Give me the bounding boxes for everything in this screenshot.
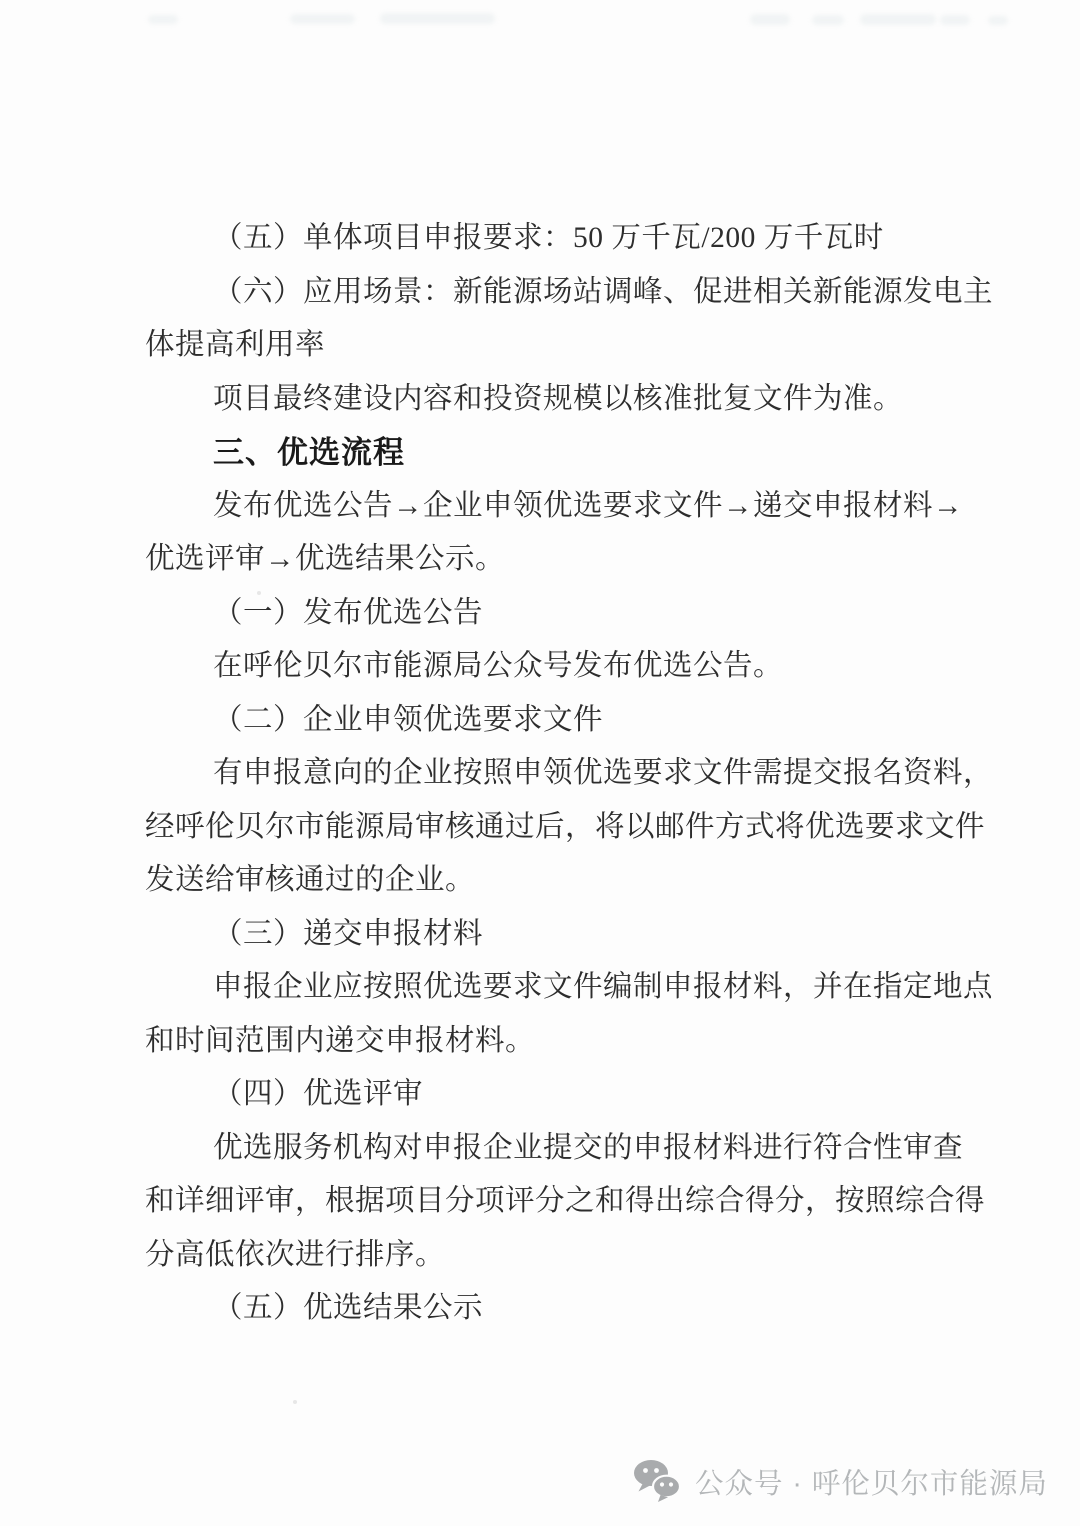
text-line: 优选服务机构对申报企业提交的申报材料进行符合性审查 [213,1131,964,1164]
scan-speck [293,1400,297,1404]
text-line: 在呼伦贝尔市能源局公众号发布优选公告。 [213,650,784,682]
wechat-footer [632,1458,1048,1504]
text-line: （三）递交申报材料 [213,917,484,950]
text-line: 项目最终建设内容和投资规模以核准批复文件为准。 [213,382,904,415]
text-line: 和时间范围内递交申报材料。 [145,1024,536,1057]
scan-artifact [940,15,970,25]
text-line: （六）应用场景：新能源场站调峰、促进相关新能源发电主 [213,275,994,308]
wechat-icon [632,1458,682,1504]
text-line: （二）企业申领优选要求文件 [213,703,604,736]
text-line: 发布优选公告→企业申领优选要求文件→递交申报材料→ [213,489,964,522]
scan-artifact [812,15,844,25]
scan-artifact [148,15,178,24]
text-line: （五）优选结果公示 [213,1292,484,1324]
text-line: （五）单体项目申报要求：50 万千瓦/200 万千瓦时 [213,222,884,254]
text-line: （一）发布优选公告 [213,596,484,629]
document-body [145,212,994,1336]
text-line: 和详细评审，根据项目分项评分之和得出综合得分，按照综合得 [145,1185,986,1217]
scan-artifact [380,13,495,24]
text-line: 发送给审核通过的企业。 [145,864,476,896]
text-line: （四）优选评审 [213,1078,424,1110]
scan-artifact [988,16,1008,25]
scan-artifact [750,14,790,25]
text-line: 分高低依次进行排序。 [145,1238,446,1271]
text-line: 申报企业应按照优选要求文件编制申报材料，并在指定地点 [213,971,994,1003]
text-line: 体提高利用率 [145,329,326,361]
scan-artifact [860,14,936,25]
section-heading: 三、优选流程 [213,435,405,470]
text-line: 经呼伦贝尔市能源局审核通过后，将以邮件方式将优选要求文件 [145,810,986,843]
text-line: 优选评审→优选结果公示。 [145,543,506,575]
scan-artifact [290,14,355,24]
text-line: 有申报意向的企业按照申领优选要求文件需提交报名资料， [213,757,994,789]
wechat-account-label: 公众号 · 呼伦贝尔市能源局 [695,1467,1048,1500]
